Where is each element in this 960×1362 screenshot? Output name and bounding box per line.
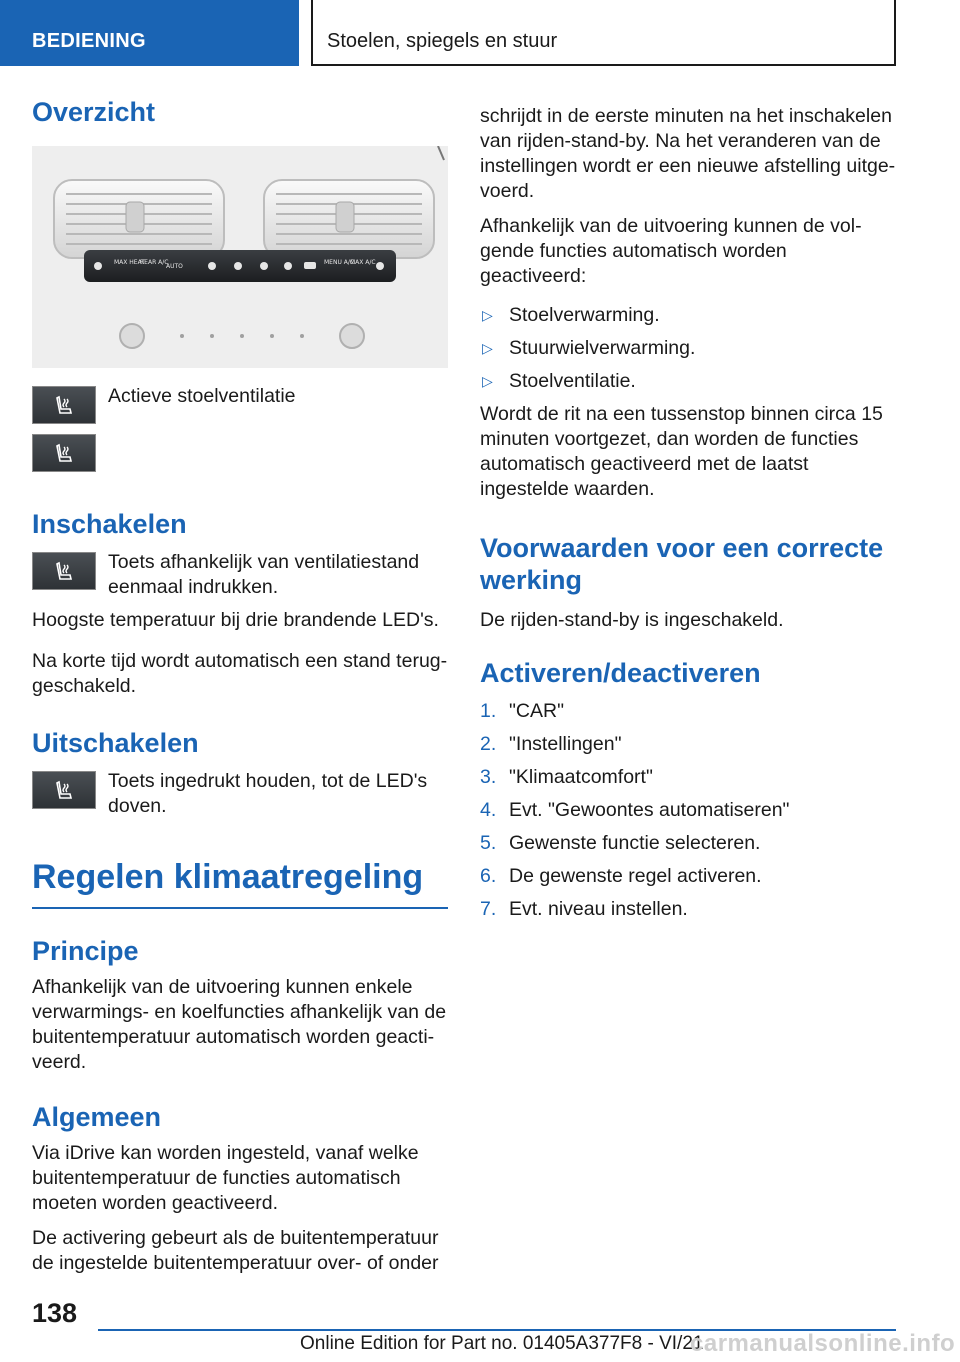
chapter-title: Stoelen, spiegels en stuur [311, 0, 896, 66]
bullet-triangle-icon: ▷ [482, 340, 493, 356]
seat-ventilation-icon [52, 441, 76, 465]
list-item: 5. Gewenste functie selecteren. [480, 832, 761, 854]
icon-row-active-ventilation [32, 384, 448, 424]
right-column [480, 104, 896, 930]
icon-row-ventilation-2 [32, 432, 448, 472]
panel-label-auto: AUTO [166, 263, 183, 270]
list-item: 1. "CAR" [480, 700, 565, 722]
list-item: 3. "Klimaatcomfort" [480, 766, 653, 788]
heading-inschakelen: Inschakelen [32, 509, 187, 539]
list-item: ▷ Stoelverwarming. [482, 304, 660, 326]
seat-ventilation-icon [52, 778, 76, 802]
heading-overzicht: Overzicht [32, 97, 156, 127]
right-paragraph-2: Afhankelijk van de uitvoering kunnen de volgende functies automatisch worden geactiveerd: [480, 215, 862, 287]
list-item: 6. De gewenste regel activeren. [480, 865, 762, 887]
watermark: carmanualsonline.info [690, 1330, 956, 1357]
seat-ventilation-icon [52, 393, 76, 417]
heading-activeren-deactiveren: Activeren/deactiveren [480, 658, 761, 688]
right-paragraph-1: schrijdt in de eerste minuten na het inschakelen van rijden-stand-by. Na het veranderen van de instellingen wordt er een nieuwe afstelling uitgevoerd. [480, 105, 896, 202]
steps-list [480, 699, 896, 922]
footer-edition: Online Edition for Part no. 01405A377F8 - VI/21 [300, 1333, 704, 1354]
right-paragraph-3: Wordt de rit na een tussenstop binnen circa 15 minuten voortgezet, dan worden de functies automatisch geactiveerd met de laatst ingestelde waarden. [480, 403, 883, 500]
heading-principe: Principe [32, 936, 139, 966]
panel-label-max-ac: MAX A/C [350, 259, 376, 266]
section-tab: BEDIENING [0, 0, 299, 66]
panel-label-max-heat: MAX HEAT [114, 259, 145, 266]
functions-list [480, 303, 896, 394]
heading-algemeen: Algemeen [32, 1102, 162, 1132]
algemeen-paragraph-2: De activering gebeurt als de buitentemperatuur de ingestelde buitentemperatuur over- of onder [32, 1227, 439, 1274]
principe-paragraph: Afhankelijk van de uitvoering kunnen enkele verwarmings- en koelfuncties afhankelijk van de buitentemperatuur automatisch worden geactiveerd. [32, 976, 447, 1073]
icon-row-inschakelen [32, 550, 448, 600]
inschakelen-paragraph-1: Hoogste temperatuur bij drie brandende LED's. [32, 609, 439, 631]
climate-panel-photo [32, 146, 448, 368]
voorwaarden-paragraph: De rijden-stand-by is ingeschakeld. [480, 609, 784, 631]
left-column [32, 96, 448, 1286]
panel-label-menu-ac: MENU A/C [324, 259, 355, 266]
inschakelen-paragraph-2: Na korte tijd wordt automatisch een stand teruggeschakeld. [32, 650, 448, 697]
bullet-triangle-icon: ▷ [482, 307, 493, 323]
panel-label-rear-ac: REAR A/C [140, 259, 169, 266]
list-item: ▷ Stoelventilatie. [482, 370, 636, 392]
algemeen-paragraph-1: Via iDrive kan worden ingesteld, vanaf welke buitentemperatuur de functies automatisch moeten worden geactiveerd. [32, 1142, 419, 1214]
uitschakelen-icon-text: Toets ingedrukt houden, tot de LED's doven. [108, 770, 428, 817]
list-item: 2. "Instellingen" [480, 733, 622, 755]
inschakelen-icon-text: Toets afhankelijk van ventilatiestand eenmaal indrukken. [108, 551, 420, 598]
list-item: ▷ Stuurwielverwarming. [482, 337, 696, 359]
heading-voorwaarden: Voorwaarden voor een correcte werking [480, 533, 884, 595]
icon-row-uitschakelen [32, 769, 448, 819]
seat-ventilation-button-icon-2 [32, 771, 96, 809]
list-item: 7. Evt. niveau instellen. [480, 898, 688, 920]
heading-regelen-klimaatregeling: Regelen klimaatregeling [32, 857, 448, 909]
seat-ventilation-button-icon [32, 552, 96, 590]
seat-ventilation-icon [52, 559, 76, 583]
heading-uitschakelen: Uitschakelen [32, 728, 199, 758]
climate-panel-illustration [32, 146, 448, 368]
icon-label-active-ventilation: Actieve stoelventilatie [108, 385, 296, 407]
seat-ventilation-active-icon [32, 386, 96, 424]
bullet-triangle-icon: ▷ [482, 373, 493, 389]
seat-ventilation-icon-2 [32, 434, 96, 472]
list-item: 4. Evt. "Gewoontes automatiseren" [480, 799, 790, 821]
page-number: 138 [32, 1298, 78, 1328]
